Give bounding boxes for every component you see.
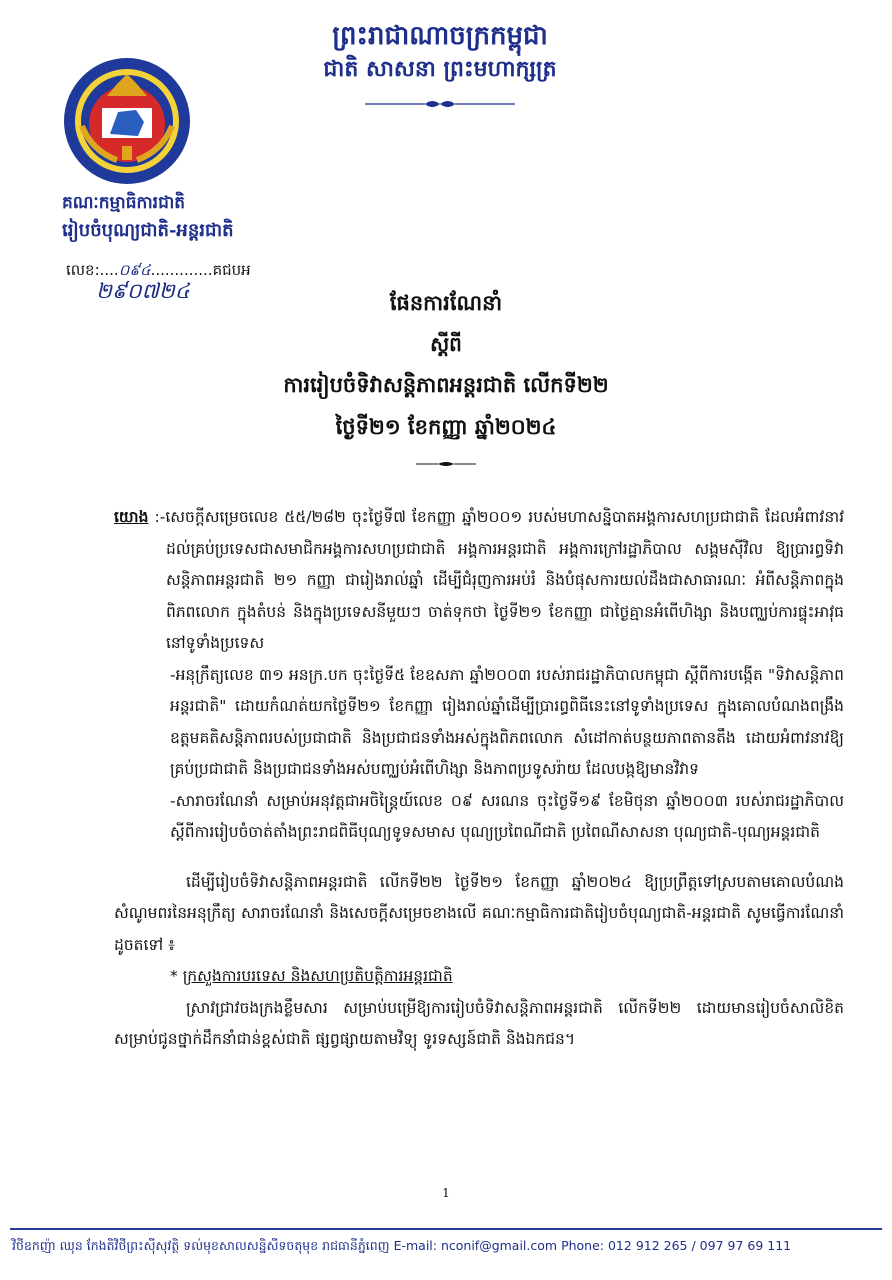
ref-label: លេខ: xyxy=(66,261,100,279)
reference-1-text: :-សេចក្ដីសម្រេចលេខ ៥៥/២៨២ ចុះថ្ងៃទី៧ ខែកញ្ញា ឆ្នាំ២០០១ របស់មហាសន្និបាតអង្គការសហប្រជាជាតិ ដែលអំពាវនាវដល់គ្រប់ប្រទេសជាសមាជិកអង្គការសហប្រជាជាតិ អង្គការអន្តរជាតិ អង្គការក្រៅរដ្ឋាភិបាល សង្គមស៊ីវិល ឱ្យប្រារព្ធទិវាសន្តិភាពអន្តរជាតិ ២១ កញ្ញា ជារៀងរាល់ឆ្នាំ ដើម្បីជំរុញការអប់រំ និងបំផុសការយល់ដឹងជាសាធារណៈ អំពីសន្តិភាពក្នុងពិភពលោក ក្នុងតំបន់ និងក្នុងប្រទេសនីមួយៗ ចាត់ទុកថា ថ្ងៃទី២១ ខែកញ្ញា ជាថ្ងៃគ្មានអំពើហិង្សា និងបញ្ឈប់ការផ្ទុះអាវុធនៅទូទាំងប្រទេស xyxy=(154,508,844,652)
reference-1 xyxy=(114,502,844,660)
section-bullet: * xyxy=(170,967,178,985)
doc-title-about: ស្ដីពី xyxy=(430,332,462,356)
committee-line2: រៀបចំបុណ្យជាតិ-អន្តរជាតិ xyxy=(62,220,234,241)
kingdom-header xyxy=(300,18,580,110)
footer-divider xyxy=(10,1228,882,1230)
committee-logo xyxy=(62,56,192,186)
reference-number: លេខ:....០៩៤.............គជបអ xyxy=(66,261,251,279)
section-heading xyxy=(114,961,844,993)
title-block xyxy=(180,282,712,448)
header-ornament xyxy=(365,98,515,110)
doc-date: ថ្ងៃទី២១ ខែកញ្ញា ឆ្នាំ២០២៤ xyxy=(335,415,557,439)
footer xyxy=(12,1238,884,1257)
doc-title: ផែនការណែនាំ xyxy=(389,291,503,315)
reference-date: ២៩០៧២៤ xyxy=(96,279,190,303)
reference-2: -អនុក្រឹត្យលេខ ៣១ អនក្រ.បក ចុះថ្ងៃទី៥ ខែឧសភា ឆ្នាំ២០០៣ របស់រាជរដ្ឋាភិបាលកម្ពុជា ស្ដីពីការបង្កើត "ទិវាសន្តិភាពអន្តរជាតិ" ដោយកំណត់យកថ្ងៃទី២១ ខែកញ្ញា រៀងរាល់ឆ្នាំដើម្បីប្រារព្ធពិធីនេះនៅទូទាំងប្រទេស ក្នុងគោលបំណងពង្រឹងឧត្ដមគតិសន្តិភាពរបស់ប្រជាជាតិ និងប្រជាជនទាំងអស់ក្នុងពិភពលោក សំដៅកាត់បន្ថយភាពតានតឹង ដោយអំពាវនាវឱ្យគ្រប់ប្រជាជាតិ និងប្រជាជនទាំងអស់បញ្ឈប់អំពើហិង្សា និងភាពប្រទូសរ៉ាយ ដែលបង្កឱ្យមានវិវាទ xyxy=(170,665,844,778)
ref-suffix: គជបអ xyxy=(212,261,251,279)
kingdom-motto: ជាតិ សាសនា ព្រះមហាក្សត្រ xyxy=(323,56,557,82)
footer-phone: Phone: 012 912 265 / 097 97 69 111 xyxy=(561,1238,792,1253)
references-label: យោង xyxy=(114,508,149,526)
intro-paragraph: ដើម្បីរៀបចំទិវាសន្តិភាពអន្តរជាតិ លើកទី២២ ថ្ងៃទី២១ ខែកញ្ញា ឆ្នាំ២០២៤ ឱ្យប្រព្រឹត្តទៅស្របតាមគោលបំណង សំណូមពរនៃអនុក្រឹត្យ សារាចរណែនាំ និងសេចក្ដីសម្រេចខាងលើ គណៈកម្មាធិការជាតិរៀបចំបុណ្យជាតិ-អន្តរជាតិ សូមធ្វើការណែនាំដូចតទៅ ៖ xyxy=(114,872,844,954)
document-body xyxy=(114,502,844,1056)
section-text: ស្រាវជ្រាវចងក្រងខ្លឹមសារ សម្រាប់បម្រើឱ្យការរៀបចំទិវាសន្តិភាពអន្តរជាតិ លើកទី២២ ដោយមានរៀបចំសាលិខិតសម្រាប់ជូនថ្នាក់ដឹកនាំជាន់ខ្ពស់ជាតិ ផ្សព្វផ្សាយតាមវិទ្យុ ទូរទស្សន៍ជាតិ និងឯកជន។ xyxy=(114,998,844,1048)
footer-address: វិថីឧកញ៉ា ឈុន កែងតិវិថីព្រះស៊ីសុវត្ថិ ទល់មុខសាលសន្និសីទចតុមុខ រាជធានីភ្នំពេញ xyxy=(12,1238,390,1253)
committee-block xyxy=(62,190,262,246)
kingdom-title: ព្រះរាជាណាចក្រកម្ពុជា xyxy=(332,21,548,51)
ref-number-value: ០៩៤ xyxy=(118,261,151,279)
title-ornament xyxy=(416,460,476,468)
footer-email: E-mail: nconif@gmail.com xyxy=(393,1238,558,1253)
reference-3: -សារាចរណែនាំ សម្រាប់អនុវត្តជាអចិន្ត្រៃយ៍លេខ ០៩ សរណន ចុះថ្ងៃទី១៩ ខែមិថុនា ឆ្នាំ២០០៣ របស់រាជរដ្ឋាភិបាល ស្ដីពីការរៀបចំចាត់តាំងព្រះរាជពិធីបុណ្យទូទសមាស បុណ្យប្រពៃណីជាតិ ប្រពៃណីសាសនា បុណ្យជាតិ-បុណ្យអន្តរជាតិ xyxy=(170,791,844,841)
section-title: ក្រសួងការបរទេស និងសហប្រតិបត្តិការអន្តរជាតិ xyxy=(182,967,453,985)
committee-line1: គណៈកម្មាធិការជាតិ xyxy=(62,193,186,213)
page-number: 1 xyxy=(442,1186,450,1200)
doc-subject: ការរៀបចំទិវាសន្តិភាពអន្តរជាតិ លើកទី២២ xyxy=(283,373,609,397)
